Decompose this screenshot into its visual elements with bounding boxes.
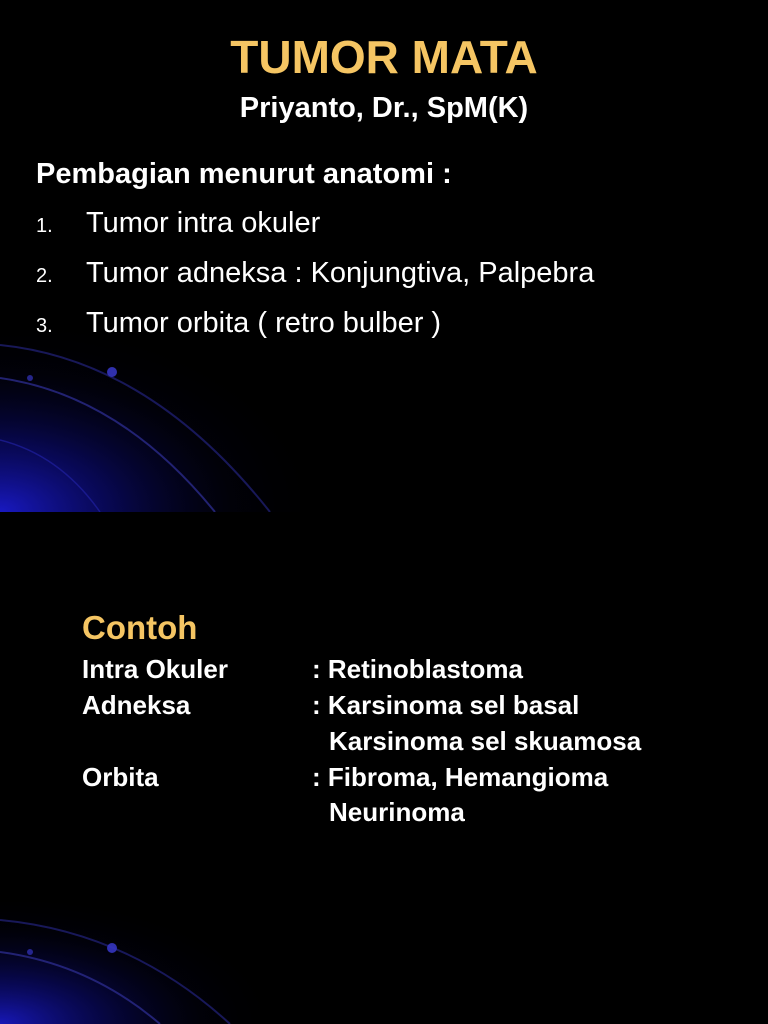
example-value: : Retinoblastoma [312,654,523,684]
example-label: Adneksa [82,690,191,720]
list-item [36,254,594,304]
list-number: 3. [36,315,53,337]
anatomy-list [36,204,594,354]
example-value: Karsinoma sel skuamosa [329,726,642,756]
slide-2 [0,512,768,1024]
section-heading: Pembagian menurut anatomi : [36,158,452,190]
example-value: Neurinoma [329,797,465,827]
example-value: : Fibroma, Hemangioma [312,762,609,792]
list-text: Tumor adneksa : Konjungtiva, Palpebra [86,257,595,289]
list-text: Tumor orbita ( retro bulber ) [86,307,442,339]
list-item [36,304,594,354]
list-number: 2. [36,265,53,287]
example-label: Intra Okuler [82,654,228,684]
list-item [36,204,594,254]
example-label: Orbita [82,762,159,792]
example-title: Contoh [82,609,198,646]
slide-subtitle: Priyanto, Dr., SpM(K) [239,92,529,124]
list-number: 1. [36,215,53,237]
example-value: : Karsinoma sel basal [312,690,580,720]
slide-title: TUMOR MATA [230,31,538,83]
list-text: Tumor intra okuler [86,207,321,239]
